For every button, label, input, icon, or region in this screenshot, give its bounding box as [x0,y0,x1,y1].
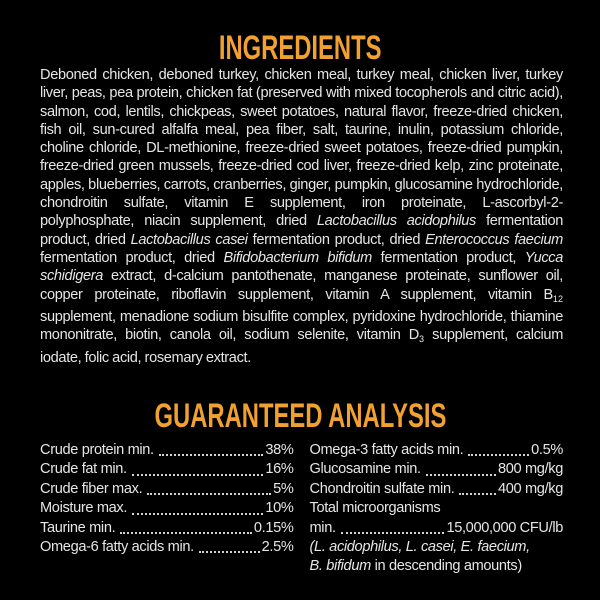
analysis-row [40,480,294,499]
dotted-leader [132,474,264,476]
ingredients-title [0,31,600,65]
ingredient-text-run: fermentation product, dried [247,231,426,248]
analysis-right-rows [310,441,564,538]
ingredient-text-run: supplement, menadione sodium bisulfite complex, pyridoxine hydrochloride, thiamine mononitrate, biotin, canola oil, sodium selenite, vitamin D [40,309,563,344]
analysis-row-label: Crude fat min. [40,461,127,478]
analysis-row [310,499,564,518]
analysis-row [40,441,294,460]
analysis-row-label: Total microorganisms [309,500,441,517]
ingredient-text-run: fermentation product, dried [40,213,563,248]
dotted-leader [459,493,496,495]
analysis-row-label: Chondroitin sulfate min. [309,480,455,497]
dotted-leader [120,532,252,534]
analysis-row [310,480,564,499]
analysis-row [310,460,564,479]
vitamin-subscript: 3 [418,334,424,345]
dotted-leader [132,513,263,515]
species-name-italic: Yucca schidigera [40,249,564,285]
analysis-row-label: Crude fiber max. [40,480,143,497]
analysis-row-value: 10% [265,500,294,517]
dotted-leader [147,493,271,495]
analysis-row [40,538,294,557]
species-name-italic: B. bifidum [309,558,371,575]
ingredient-text-run: fermentation product, [372,249,525,266]
analysis-row-value: 15,000,000 CFU/lb [446,519,563,536]
species-name-italic: (L. acidophilus, L. casei, E. faecium, [309,538,530,555]
ingredient-text-run: Deboned chicken, deboned turkey, chicken meal, turkey meal, chicken liver, turkey liver, peas, pea protein, chicken fat (preserved with mixed tocopherols and citric acid), salmon, cod, lentils, chickpeas, sweet potatoes, natural flavor, freeze-dried chicken, fish oil, sun-cured alfalfa meal, pea fiber, salt, taurine, inulin, potassium chloride, choline chloride, DL-methionine, freeze-dried sweet potatoes, freeze-dried pumpkin, freeze-dried green mussels, freeze-dried cod liver, freeze-dried kelp, zinc proteinate, apples, blueberries, carrots, cranberries, ginger, pumpkin, glucosamine hydrochloride, chondroitin sulfate, vitamin E supplement, iron proteinate, L-ascorbyl-2-polyphosphate, niacin supplement, dried [40,67,563,230]
dotted-leader [468,454,529,456]
dotted-leader [341,532,445,534]
analysis-row-label: min. [309,519,336,536]
analysis-row-value: 0.5% [531,441,563,458]
microorganisms-footnote-line1 [310,538,564,557]
analysis-row-value: 2.5% [261,538,294,555]
species-name-italic: Enterococcus faecium [425,231,563,248]
ingredients-paragraph [40,66,563,367]
analysis-row-value: 38% [265,441,294,458]
ingredients-title-text: INGREDIENTS [218,29,382,67]
dotted-leader [199,551,260,553]
species-name-italic: Bifidobacterium bifidum [223,249,372,266]
ingredient-text-run: fermentation product, dried [40,249,224,266]
analysis-row-label: Omega-6 fatty acids min. [40,538,194,555]
analysis-row-value: 5% [273,480,294,497]
analysis-row [40,519,294,538]
analysis-row-value: 400 mg/kg [498,480,563,497]
analysis-row-label: Glucosamine min. [309,461,421,478]
analysis-row-value: 0.15% [253,519,294,536]
analysis-row [40,499,294,518]
guaranteed-analysis-title-text: GUARANTEED ANALYSIS [154,397,446,435]
ingredient-text-run: supplement, calcium iodate, folic acid, rosemary extract. [40,327,564,366]
analysis-row-value: 800 mg/kg [498,461,563,478]
ingredient-text-run: extract, d-calcium pantothenate, manganese proteinate, sunflower oil, copper proteinate, riboflavin supplement, vitamin A supplement, vitamin B [40,268,563,303]
analysis-left-column [40,441,294,577]
guaranteed-analysis-table [40,441,563,577]
analysis-row-label: Omega-3 fatty acids min. [309,441,464,458]
guaranteed-analysis-title [0,399,600,433]
dotted-leader [159,454,264,456]
vitamin-subscript: 12 [552,293,563,304]
microorganisms-footnote-line2 [310,557,564,576]
dotted-leader [426,474,496,476]
species-name-italic: Lactobacillus acidophilus [316,213,476,230]
analysis-right-column [310,441,564,577]
analysis-row-label: Crude protein min. [40,441,154,458]
analysis-row [310,441,564,460]
ingredient-text-run: in descending amounts) [370,558,522,575]
analysis-row-label: Moisture max. [40,500,128,517]
species-name-italic: Lactobacillus casei [130,231,248,248]
analysis-row [40,460,294,479]
analysis-row-value: 16% [265,461,294,478]
analysis-row-label: Taurine min. [40,519,116,536]
analysis-row [310,519,564,538]
